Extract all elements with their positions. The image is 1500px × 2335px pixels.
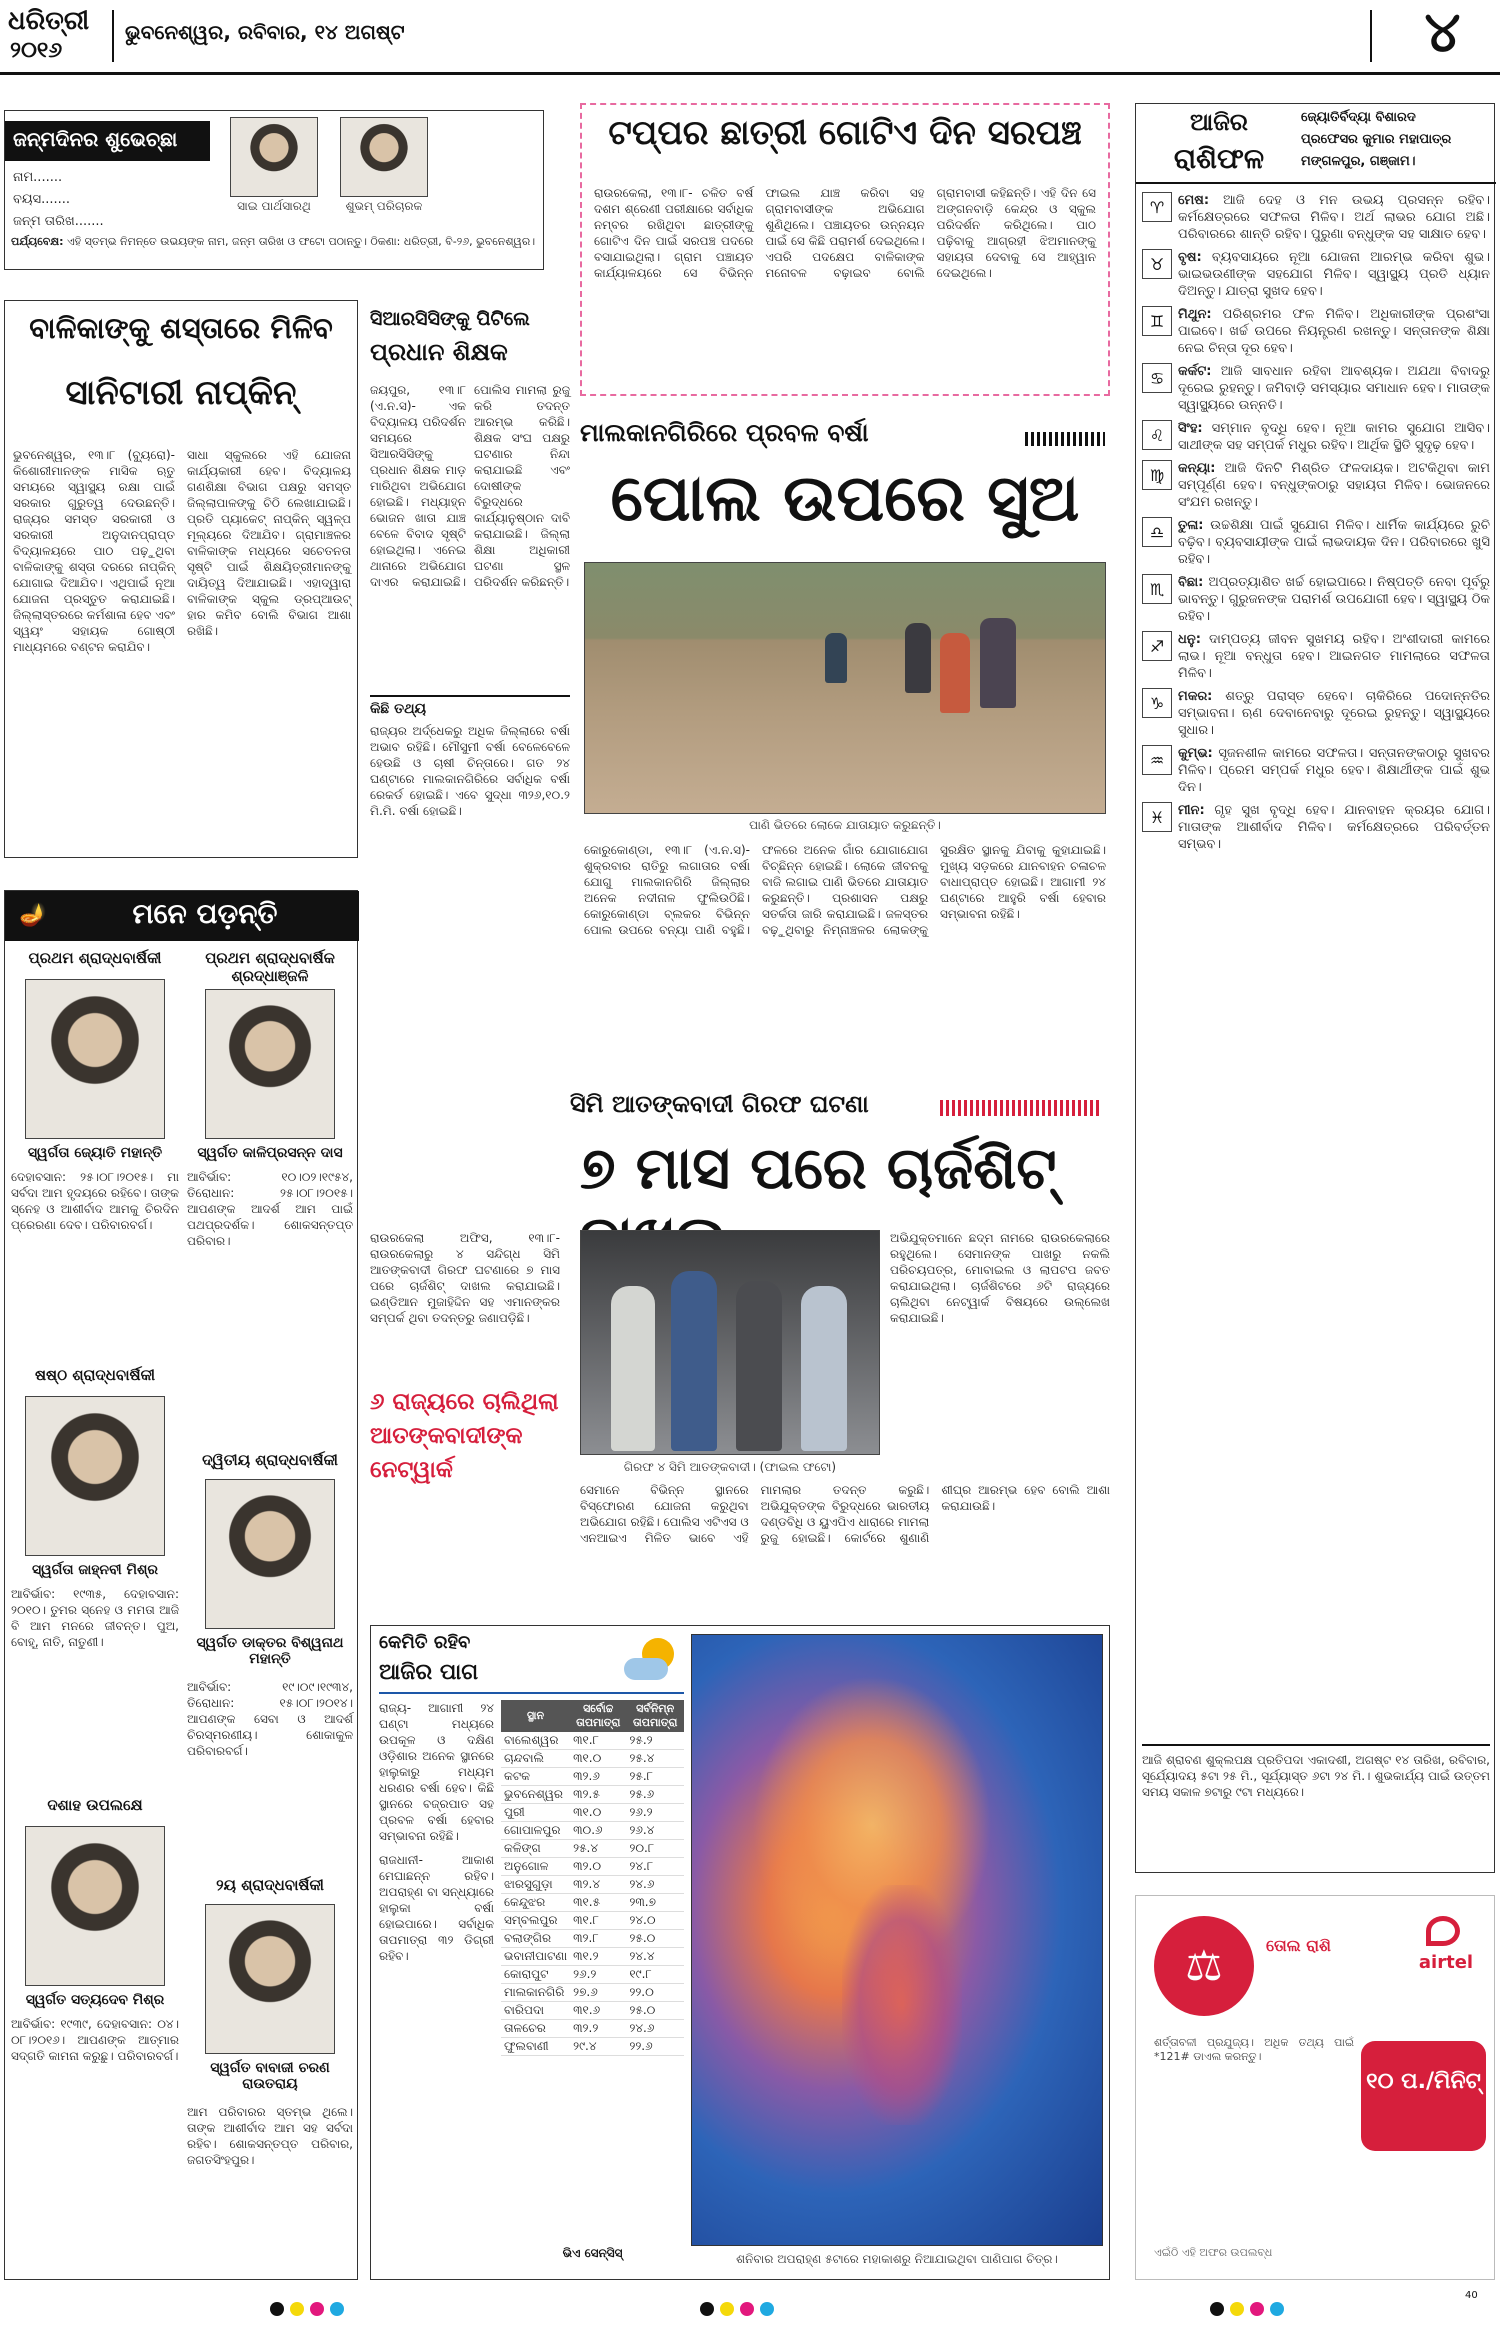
zodiac-icon: ♎: [1142, 517, 1172, 547]
horoscope-sign-name: କର୍କଟ:: [1178, 364, 1212, 379]
malkangiri-kicker: [580, 418, 1110, 458]
memorial-name-4: ସ୍ୱର୍ଗତ ଡାକ୍ତର ବିଶ୍ୱନାଥ ମହାନ୍ତି: [196, 1635, 344, 1667]
flood-photo: [584, 562, 1106, 814]
memorial-text-1: ଦେହାବସାନ: ୨୫।୦୮।୨୦୧୫। ମା ସର୍ବଦା ଆମ ହୃଦୟରେ ରହିବେ। ତାଙ୍କ ସ୍ନେହ ଓ ଆଶୀର୍ବାଦ ଆମକୁ ଚିରଦିନ ପ୍ରେରଣା ଦେବ। ପରିବାରବର୍ଗ।: [11, 1170, 179, 1232]
horoscope-title-2: ରାଶିଫଳ: [1173, 142, 1265, 175]
weather-place: ପୁରୀ: [501, 1804, 570, 1822]
weather-max: ୩୨.୬: [570, 1768, 626, 1786]
horoscope-sign-10: [1142, 688, 1490, 739]
birthday-box: [4, 110, 544, 270]
horoscope-sign-4: [1142, 363, 1490, 414]
sarpanch-story: [580, 103, 1110, 396]
teacher-body: ଜୟପୁର, ୧୩।୮ (ଏ.ନ.ସ)- ଏକ ବିଦ୍ୟାଳୟ ପରିଦର୍ଶନ ସମୟରେ ସିଆରସିସିଙ୍କୁ ପ୍ରଧାନ ଶିକ୍ଷକ ମାଡ଼ ମାରିଥିବା ଅଭିଯୋଗ ହୋଇଛି। ମଧ୍ୟାହ୍ନ ଭୋଜନ ଖାତା ଯାଞ୍ଚ ବେଳେ ବିବାଦ ସୃଷ୍ଟି ହୋଇଥିଲା। ଏନେଇ ଥାନାରେ ଅଭିଯୋଗ ଦାଏର କରାଯାଇଛି। ପୋଲିସ ମାମଲା ରୁଜୁ କରି ତଦନ୍ତ ଆରମ୍ଭ କରିଛି। ଶିକ୍ଷକ ସଂଘ ପକ୍ଷରୁ ଘଟଣାର ନିନ୍ଦା କରାଯାଇଛି ଏବଂ ଦୋଷୀଙ୍କ ବିରୁଦ୍ଧରେ କାର୍ଯ୍ୟାନୁଷ୍ଠାନ ଦାବି କରାଯାଇଛି। ଜିଲ୍ଲା ଶିକ୍ଷା ଅଧିକାରୀ ଘଟଣା ସ୍ଥଳ ପରିଦର୍ଶନ କରିଛନ୍ତି।: [370, 383, 570, 589]
horoscope-author-1: ଜ୍ୟୋତିର୍ବିଦ୍ୟା ବିଶାରଦ: [1301, 110, 1416, 125]
horoscope-sign-3: [1142, 306, 1490, 357]
malkangiri-headline: ପୋଲ ଉପରେ ସୁଅ: [610, 462, 1080, 536]
horoscope-text: [1178, 631, 1490, 682]
memorial-item-3: [11, 1366, 179, 1786]
horoscope-sign-9: [1142, 631, 1490, 682]
weather-min: ୨୫.୬: [626, 1786, 684, 1804]
weather-row: [501, 1948, 684, 1966]
weather-max: ୩୧.୦: [570, 1750, 626, 1768]
weather-row: [501, 1876, 684, 1894]
memorial-photo-4: [205, 1479, 335, 1629]
weather-place: ସମ୍ବଲପୁର: [501, 1912, 570, 1930]
weather-state-forecast: ରାଜ୍ୟ- ଆଗାମୀ ୨୪ ଘଣ୍ଟା ମଧ୍ୟରେ ଉପକୂଳ ଓ ଦକ୍ଷିଣ ଓଡ଼ିଶାର ଅନେକ ସ୍ଥାନରେ ହାଲୁକାରୁ ମଧ୍ୟମ ଧରଣର ବର୍ଷା ହେବ। କିଛି ସ୍ଥାନରେ ବଜ୍ରପାତ ସହ ପ୍ରବଳ ବର୍ଷା ହେବାର ସମ୍ଭାବନା ରହିଛି।: [379, 1701, 494, 1843]
memorial-text-3: ଆବିର୍ଭାବ: ୧୯୩୫, ଦେହାବସାନ: ୨୦୧୦। ତୁମର ସ୍ନେହ ଓ ମମତା ଆଜି ବି ଆମ ମନରେ ଜୀବନ୍ତ। ପୁଅ, ବୋହୂ, ନାତି, ନାତୁଣୀ।: [11, 1587, 179, 1649]
horoscope-sign-5: [1142, 420, 1490, 454]
memorial-item-2: [187, 949, 353, 1359]
horoscope-sign-11: [1142, 745, 1490, 796]
horoscope-sign-body: ଦାମ୍ପତ୍ୟ ଜୀବନ ସୁଖମୟ ରହିବ। ଅଂଶୀଦାରୀ କାମରେ ଲାଭ। ନୂଆ ବନ୍ଧୁତା ହେବ। ଆଇନଗତ ମାମଲାରେ ସଫଳତା ମିଳିବ।: [1178, 632, 1490, 681]
zodiac-icon: ♌: [1142, 420, 1172, 450]
weather-map-caption: ଶନିବାର ଅପରାହ୍ଣ ୫ଟାରେ ମହାକାଶରୁ ନିଆଯାଇଥିବା ପାଣିପାଗ ଚିତ୍ର।: [736, 2252, 1058, 2266]
weather-max: ୩୧.୮: [570, 1732, 626, 1750]
weather-min: ୨୪.୬: [626, 2020, 684, 2038]
sarpanch-headline: ଟପ୍ପର ଛାତ୍ରୀ ଗୋଟିଏ ଦିନ ସରପଞ୍ଚ: [608, 113, 1082, 153]
horoscope-text: [1178, 802, 1490, 853]
weather-min: ୨୬.୨: [626, 1804, 684, 1822]
col-min: ସର୍ବନିମ୍ନ ତାପମାତ୍ରା: [626, 1700, 684, 1732]
horoscope-sign-body: ବ୍ୟବସାୟରେ ନୂଆ ଯୋଜନା ଆରମ୍ଭ କରିବା ଶୁଭ। ଭାଇଭଉଣୀଙ୍କ ସହଯୋଗ ମିଳିବ। ସ୍ୱାସ୍ଥ୍ୟ ପ୍ରତି ଧ୍ୟାନ ଦିଅନ୍ତୁ। ଯାତ୍ରା ସୁଖଦ ହେବ।: [1178, 250, 1490, 299]
weather-min: ୧୯.୮: [626, 1966, 684, 1984]
weather-min: ୨୨.୦: [626, 1984, 684, 2002]
zodiac-icon: ♉: [1142, 249, 1172, 279]
weather-max: ୩୧.୬: [570, 2002, 626, 2020]
memorial-text-2: ଆବିର୍ଭାବ: ୧୦।୦୨।୧୯୫୪, ତିରୋଧାନ: ୨୫।୦୮।୨୦୧୫। ଆପଣଙ୍କ ଆଦର୍ଶ ଆମ ପାଇଁ ପଥପ୍ରଦର୍ଶକ। ଶୋକସନ୍ତପ୍ତ ପରିବାର।: [187, 1170, 353, 1248]
footer: [0, 2290, 1500, 2335]
horoscope-sign-body: ଗୃହ ସୁଖ ବୃଦ୍ଧି ହେବ। ଯାନବାହନ କ୍ରୟର ଯୋଗ। ମାତାଙ୍କ ଆଶୀର୍ବାଦ ମିଳିବ। କର୍ମକ୍ଷେତ୍ରରେ ପରିବର୍ତ୍ତନ ସମ୍ଭବ।: [1178, 803, 1490, 852]
horoscope-text: [1178, 460, 1490, 511]
satellite-map: [691, 1634, 1103, 2246]
weather-min: ୨୪.୦: [626, 1912, 684, 1930]
memorial-section: [4, 890, 358, 2280]
memorial-photo-3: [25, 1396, 165, 1556]
panchang: ଆଜି ଶ୍ରାବଣ ଶୁକ୍ଲପକ୍ଷ ପ୍ରତିପଦା ଏକାଦଶୀ, ଅଗଷ୍ଟ ୧୪ ତାରିଖ, ରବିବାର, ସୂର୍ଯ୍ୟୋଦୟ ୫ଟା ୨୫ ମି., ସୂର୍ଯ୍ୟାସ୍ତ ୬ଟା ୨୪ ମି.। ଶୁଭକାର୍ଯ୍ୟ ପାଇଁ ଉତ୍ତମ ସମୟ ସକାଳ ୭ଟାରୁ ୯ଟା ମଧ୍ୟରେ।: [1142, 1744, 1490, 1869]
horoscope-sign-body: ଅପ୍ରତ୍ୟାଶିତ ଖର୍ଚ୍ଚ ହୋଇପାରେ। ନିଷ୍ପତ୍ତି ନେବା ପୂର୍ବରୁ ଭାବନ୍ତୁ। ଗୁରୁଜନଙ୍କ ପରାମର୍ଶ ଉପଯୋଗୀ ହେବ। ସ୍ୱାସ୍ଥ୍ୟ ଠିକ ରହିବ।: [1178, 575, 1490, 624]
memorial-item-5: [11, 1796, 179, 2271]
weather-row: [501, 1858, 684, 1876]
dateline: ଭୁବନେଶ୍ୱର, ରବିବାର, ୧୪ ଅଗଷ୍ଟ: [125, 20, 405, 44]
weather-place: ବାରିପଦା: [501, 2002, 570, 2020]
weather-row: [501, 1804, 684, 1822]
horoscope-signs: [1142, 192, 1490, 1737]
simi-kicker-stripes: [940, 1100, 1100, 1116]
weather-place: ଗୋପାଳପୁର: [501, 1822, 570, 1840]
airtel-ad: [1135, 1895, 1495, 2280]
horoscope-text: [1178, 688, 1490, 739]
child-photo-1: [230, 117, 318, 197]
horoscope-sign-name: ମେଷ:: [1178, 193, 1210, 208]
horoscope-text: [1178, 574, 1490, 625]
weather-row: [501, 2038, 684, 2056]
memorial-photo-6: [205, 1904, 335, 2054]
weather-min: ୨୨.୬: [626, 2038, 684, 2056]
horoscope-section: [1135, 103, 1495, 1873]
memorial-name-5: ସ୍ୱର୍ଗତ ସତ୍ୟଦେବ ମିଶ୍ର: [25, 1992, 165, 2008]
zodiac-icon: ♊: [1142, 306, 1172, 336]
facts-box: [370, 695, 570, 860]
weather-row: [501, 2020, 684, 2038]
horoscope-author-2: ପ୍ରଫେସର କୁମାର ମହାପାତ୍ର: [1301, 132, 1452, 147]
horoscope-sign-6: [1142, 460, 1490, 511]
weather-place: ମାଲକାନଗିରି: [501, 1984, 570, 2002]
memorial-name-6: ସ୍ୱର୍ଗତ ବାବାଜୀ ଚରଣ ରାଉତରାୟ: [210, 2060, 330, 2092]
weather-title-1: କେମିତି ରହିବ: [379, 1632, 471, 1653]
simi-subhead: ୬ ରାଜ୍ୟରେ ଚାଲିଥିଲା ଆତଙ୍କବାଦୀଙ୍କ ନେଟ୍‌ୱାର୍କ: [370, 1389, 559, 1483]
weather-max: ୩୧.୨: [570, 1948, 626, 1966]
weather-row: [501, 1750, 684, 1768]
weather-place: କେନ୍ଦୁଝର: [501, 1894, 570, 1912]
ad-offer: ୧୦ ପ./ମିନିଟ୍: [1366, 2069, 1481, 2094]
flood-caption: ପାଣି ଭିତରେ ଲୋକେ ଯାତାୟାତ କରୁଛନ୍ତି।: [749, 818, 941, 832]
teacher-story: [370, 300, 570, 860]
horoscope-text: [1178, 517, 1490, 568]
zodiac-icon: ♐: [1142, 631, 1172, 661]
ad-fine: ଶର୍ତ୍ତାବଳୀ ପ୍ରଯୁଜ୍ୟ। ଅଧିକ ତଥ୍ୟ ପାଇଁ *121# ଡାଏଲ କରନ୍ତୁ।: [1154, 2036, 1354, 2063]
weather-max: ୩୧.୫: [570, 1894, 626, 1912]
zodiac-icon: ♏: [1142, 574, 1172, 604]
memorial-photo-2: [205, 989, 335, 1139]
weather-min: ୨୫.୦: [626, 2002, 684, 2020]
weather-max: ୩୧.୦: [570, 1804, 626, 1822]
zodiac-icon: ♒: [1142, 745, 1172, 775]
col-max: ସର୍ବୋଚ୍ଚ ତାପମାତ୍ରା: [570, 1700, 626, 1732]
zodiac-icon: ♑: [1142, 688, 1172, 718]
memorial-item-6: [187, 1876, 353, 2271]
weather-title-box: [379, 1632, 684, 1694]
weather-max: ୨୫.୪: [570, 1840, 626, 1858]
horoscope-sign-body: ସମ୍ମାନ ବୃଦ୍ଧି ହେବ। ନୂଆ କାମର ସୁଯୋଗ ଆସିବ। ସାଥୀଙ୍କ ସହ ସମ୍ପର୍କ ମଧୁର ରହିବ। ଆର୍ଥିକ ସ୍ଥିତି ସୁଦୃଢ଼ ହେବ।: [1178, 421, 1491, 453]
simi-caption: ଗିରଫ ୪ ସିମି ଆତଙ୍କବାଦୀ। (ଫାଇଲ ଫଟୋ): [623, 1460, 837, 1474]
sarpanch-body: ରାଉରକେଲା, ୧୩।୮- ଚଳିତ ବର୍ଷ ଦଶମ ଶ୍ରେଣୀ ପରୀକ୍ଷାରେ ସର୍ବାଧିକ ନମ୍ବର ରଖିଥିବା ଛାତ୍ରୀଙ୍କୁ ଗୋଟିଏ ଦିନ ପାଇଁ ସରପଞ୍ଚ ପଦରେ ବସାଯାଇଥିଲା। ଗ୍ରାମ ପଞ୍ଚାୟତ କାର୍ଯ୍ୟାଳୟରେ ସେ ବିଭିନ୍ନ ଫାଇଲ ଯାଞ୍ଚ କରିବା ସହ ଗ୍ରାମବାସୀଙ୍କ ଅଭିଯୋଗ ଶୁଣିଥିଲେ। ପଞ୍ଚାୟତର ଉନ୍ନୟନ ପାଇଁ ସେ କିଛି ପରାମର୍ଶ ଦେଇଥିଲେ। ଏପରି ପଦକ୍ଷେପ ବାଳିକାଙ୍କ ମନୋବଳ ବଢ଼ାଇବ ବୋଲି ଗ୍ରାମବାସୀ କହିଛନ୍ତି। ଏହି ଦିନ ସେ ଅଙ୍ଗନବାଡ଼ି କେନ୍ଦ୍ର ଓ ସ୍କୁଲ ପରିଦର୍ଶନ କରିଥିଲେ। ପାଠ ପଢ଼ିବାକୁ ଆଗ୍ରହୀ ଝିଅମାନଙ୍କୁ ସହାୟତା ଦେବାକୁ ସେ ଆହ୍ୱାନ ଦେଇଥିଲେ।: [594, 186, 1096, 280]
ad-sub: ତୋଲ ରାଶି: [1266, 1936, 1331, 1955]
page-number: ୪: [1424, 0, 1461, 65]
horoscope-sign-12: [1142, 802, 1490, 853]
weather-max: ୩୧.୮: [570, 1912, 626, 1930]
memorial-title: ମନେ ପଡ଼ନ୍ତି: [132, 897, 278, 930]
zodiac-icon: ♍: [1142, 460, 1172, 490]
weather-max: ୩୨.୫: [570, 1786, 626, 1804]
simi-body-right: ଅଭିଯୁକ୍ତମାନେ ଛଦ୍ମ ନାମରେ ରାଉରକେଲାରେ ରହୁଥିଲେ। ସେମାନଙ୍କ ପାଖରୁ ନକଲି ପରିଚୟପତ୍ର, ମୋବାଇଲ ଓ ଲାପଟପ ଜବତ କରାଯାଇଥିଲା। ଚାର୍ଜଶିଟରେ ୬ଟି ରାଜ୍ୟରେ ଚାଲିଥିବା ନେଟ୍‌ୱାର୍କ ବିଷୟରେ ଉଲ୍ଲେଖ କରାଯାଇଛି।: [890, 1231, 1110, 1325]
horoscope-sign-1: [1142, 192, 1490, 243]
horoscope-sign-body: ଆଜି ସାବଧାନ ରହିବା ଆବଶ୍ୟକ। ଅଯଥା ବିବାଦରୁ ଦୂରେଇ ରୁହନ୍ତୁ। ଜମିବାଡ଼ି ସମସ୍ୟାର ସମାଧାନ ହେବ। ମାତାଙ୍କ ସ୍ୱାସ୍ଥ୍ୟରେ ଉନ୍ନତି।: [1178, 364, 1490, 413]
weather-place: ଅନୁଗୋଳ: [501, 1858, 570, 1876]
weather-row: [501, 1786, 684, 1804]
weather-min: ୨୪.୪: [626, 1948, 684, 1966]
weather-row: [501, 1966, 684, 1984]
child-name-2: ଶୁଭମ୍ ପରିଚାରକ: [345, 199, 423, 213]
memorial-tag-4: ଦ୍ୱିତୀୟ ଶ୍ରାଦ୍ଧବାର୍ଷିକୀ: [202, 1451, 338, 1469]
napkin-headline-1: ବାଳିକାଙ୍କୁ ଶସ୍ତାରେ ମିଳିବ: [29, 311, 333, 345]
footer-page-ref: 40: [1465, 2290, 1478, 2301]
birthday-note-text: ଏହି ସ୍ତମ୍ଭ ନିମନ୍ତେ ଉଭୟଙ୍କ ନାମ, ଜନ୍ମ ତାରିଖ ଓ ଫଟୋ ପଠାନ୍ତୁ। ଠିକଣା: ଧରିତ୍ରୀ, ବି-୨୬, ଭୁବନେଶ୍ୱର।: [67, 235, 536, 248]
weather-max: ୩୦.୬: [570, 1822, 626, 1840]
weather-row: [501, 1912, 684, 1930]
birthday-field-age: ବୟସ.......: [13, 192, 70, 207]
memorial-photo-5: [25, 1826, 165, 1986]
horoscope-author-3: ମଙ୍ଗଳପୁର, ଗଞ୍ଜାମ।: [1301, 154, 1416, 169]
horoscope-text: [1178, 192, 1490, 243]
airtel-logo: [1406, 1916, 1486, 1976]
weather-intro: [379, 1700, 494, 2270]
memorial-name-3: ସ୍ୱର୍ଗତା ଜାହ୍ନବୀ ମିଶ୍ର: [31, 1562, 159, 1578]
horoscope-sign-body: ଉଚ୍ଚଶିକ୍ଷା ପାଇଁ ସୁଯୋଗ ମିଳିବ। ଧାର୍ମିକ କାର୍ଯ୍ୟରେ ରୁଚି ବଢ଼ିବ। ବ୍ୟବସାୟୀଙ୍କ ପାଇଁ ଲାଭଦାୟକ ଦିନ। ପରିବାରରେ ଖୁସି ରହିବ।: [1178, 518, 1490, 567]
memorial-name-2: ସ୍ୱର୍ଗତ କାଳିପ୍ରସନ୍ନ ଦାସ: [197, 1145, 343, 1161]
weather-max: ୩୨.୮: [570, 1930, 626, 1948]
simi-body-bottom: ସେମାନେ ବିଭିନ୍ନ ସ୍ଥାନରେ ବିସ୍ଫୋରଣ ଯୋଜନା କରୁଥିବା ଅଭିଯୋଗ ରହିଛି। ପୋଲିସ ଏଟିଏସ ଓ ଏନଆଇଏ ମିଳିତ ଭାବେ ଏହି ମାମଲାର ତଦନ୍ତ କରୁଛି। ଅଭିଯୁକ୍ତଙ୍କ ବିରୁଦ୍ଧରେ ଭାରତୀୟ ଦଣ୍ଡବିଧି ଓ ୟୁଏପିଏ ଧାରାରେ ମାମଲା ରୁଜୁ ହୋଇଛି। କୋର୍ଟରେ ଶୁଣାଣି ଶୀଘ୍ର ଆରମ୍ଭ ହେବ ବୋଲି ଆଶା କରାଯାଉଛି।: [580, 1483, 1110, 1545]
weather-capital-forecast: ରାଜଧାନୀ- ଆକାଶ ମେଘାଛନ୍ନ ରହିବ। ଅପରାହ୍ଣ ବା ସନ୍ଧ୍ୟାରେ ହାଲୁକା ବର୍ଷା ହୋଇପାରେ। ସର୍ବାଧିକ ତାପମାତ୍ରା ୩୨ ଡିଗ୍ରୀ ରହିବ।: [379, 1853, 494, 1963]
horoscope-sign-body: ଶତ୍ରୁ ପରାସ୍ତ ହେବେ। ଚାକିରିରେ ପଦୋନ୍ନତିର ସମ୍ଭାବନା। ଋଣ ଦେବାନେବାରୁ ଦୂରେଇ ରୁହନ୍ତୁ। ସ୍ୱାସ୍ଥ୍ୟରେ ସୁଧାର।: [1178, 689, 1490, 738]
memorial-photo-1: [25, 979, 165, 1139]
ad-fine-2: ଏଇଁଠି ଏହି ଅଫର ଉପଲବ୍ଧ: [1154, 2246, 1273, 2259]
horoscope-sign-2: [1142, 249, 1490, 300]
weather-place: ଚାନ୍ଦବାଲି: [501, 1750, 570, 1768]
weather-place: ଫୁଲବାଣୀ: [501, 2038, 570, 2056]
weather-place: କଳିଙ୍ଗ: [501, 1840, 570, 1858]
simi-headline: ୭ ମାସ ପରେ ଚାର୍ଜଶିଟ୍: [580, 1134, 1057, 1202]
weather-min: ୨୫.୦: [626, 1930, 684, 1948]
child-photo-2: [340, 117, 428, 197]
weather-row: [501, 1894, 684, 1912]
simi-photo: [580, 1230, 880, 1455]
simi-kicker: [570, 1090, 1110, 1128]
child-name-1: ସାଇ ପାର୍ଥସାରଥି: [237, 199, 311, 213]
ad-brand: airtel: [1418, 1952, 1474, 1973]
horoscope-sign-name: ବୃଷ:: [1178, 250, 1202, 265]
horoscope-text: [1178, 420, 1490, 454]
weather-place: କୋରାପୁଟ: [501, 1966, 570, 1984]
horoscope-sign-name: ମକର:: [1178, 689, 1213, 704]
weather-row: [501, 1930, 684, 1948]
birthday-note-title: ପର୍ଯ୍ୟବେକ୍ଷ:: [11, 235, 64, 248]
horoscope-sign-8: [1142, 574, 1490, 625]
weather-title-2: ଆଜିର ପାଗ: [379, 1660, 479, 1685]
weather-row: [501, 1822, 684, 1840]
masthead: [0, 0, 1500, 72]
weather-section: [370, 1625, 1110, 2280]
napkin-headline-2: ସାନିଟାରୀ ନାପ୍‌କିନ୍: [65, 373, 297, 413]
horoscope-sign-name: ଧନୁ:: [1178, 632, 1201, 647]
horoscope-sign-name: ସିଂହ:: [1178, 421, 1203, 436]
weather-min: ୨୦.୮: [626, 1840, 684, 1858]
teacher-headline-2: ପ୍ରଧାନ ଶିକ୍ଷକ: [370, 338, 508, 366]
memorial-name-1: ସ୍ୱର୍ଗତା ଜ୍ୟୋତି ମହାନ୍ତି: [27, 1145, 163, 1161]
weather-min: ୨୫.୨: [626, 1732, 684, 1750]
horoscope-header: [1136, 104, 1496, 184]
malkangiri-body: କୋରୁକୋଣ୍ଡା, ୧୩।୮ (ଏ.ନ.ସ)- ଶୁକ୍ରବାର ରାତିରୁ ଲଗାତାର ବର୍ଷା ଯୋଗୁ ମାଲକାନଗିରି ଜିଲ୍ଲାର ଅନେକ ନଦୀନାଳ ଫୁଲିଉଠିଛି। କୋରୁକୋଣ୍ଡା ବ୍ଲକର ବିଭିନ୍ନ ପୋଲ ଉପରେ ବନ୍ୟା ପାଣି ବହୁଛି। ଫଳରେ ଅନେକ ଗାଁର ଯୋଗାଯୋଗ ବିଚ୍ଛିନ୍ନ ହୋଇଛି। ଲୋକେ ଜୀବନକୁ ବାଜି ଲଗାଇ ପାଣି ଭିତରେ ଯାତାୟାତ କରୁଛନ୍ତି। ପ୍ରଶାସନ ପକ୍ଷରୁ ସତର୍କତା ଜାରି କରାଯାଇଛି। ଜଳସ୍ତର ବଢ଼ୁଥିବାରୁ ନିମ୍ନାଞ୍ଚଳର ଲୋକଙ୍କୁ ସୁରକ୍ଷିତ ସ୍ଥାନକୁ ଯିବାକୁ କୁହାଯାଇଛି। ମୁଖ୍ୟ ସଡ଼କରେ ଯାନବାହନ ଚଳାଚଳ ବାଧାପ୍ରାପ୍ତ ହୋଇଛି। ଆଗାମୀ ୨୪ ଘଣ୍ଟାରେ ଆହୁରି ବର୍ଷା ହେବାର ସମ୍ଭାବନା ରହିଛି।: [584, 843, 1106, 937]
birthday-note: [11, 235, 539, 269]
paper-name: ଧରିତ୍ରୀ: [8, 6, 90, 36]
lamp-icon: 🪔: [19, 903, 47, 928]
memorial-tag-1: ପ୍ରଥମ ଶ୍ରାଦ୍ଧବାର୍ଷିକୀ: [28, 949, 162, 967]
malkangiri-kicker-text: ମାଲକାନଗିରିରେ ପ୍ରବଳ ବର୍ଷା: [580, 418, 869, 447]
horoscope-text: [1178, 745, 1490, 796]
simi-kicker-text: ସିମି ଆତଙ୍କବାଦୀ ଗିରଫ ଘଟଣା: [570, 1090, 869, 1118]
horoscope-sign-name: କନ୍ୟା:: [1178, 461, 1216, 476]
memorial-text-6: ଆମ ପରିବାରର ସ୍ତମ୍ଭ ଥିଲେ। ତାଙ୍କ ଆଶୀର୍ବାଦ ଆମ ସହ ସର୍ବଦା ରହିବ। ଶୋକସନ୍ତପ୍ତ ପରିବାର, ଜଗତସିଂହପୁର।: [187, 2105, 353, 2167]
weather-max: ୨୬.୨: [570, 1966, 626, 1984]
weather-row: [501, 1840, 684, 1858]
kicker-stripes: [1025, 432, 1105, 446]
weather-place: ଭୁବନେଶ୍ୱର: [501, 1786, 570, 1804]
weather-map-credit: ଭିଏ ସେନ୍‌ସିସ୍: [562, 2246, 623, 2260]
horoscope-sign-name: ତୁଳା:: [1178, 518, 1204, 533]
horoscope-text: [1178, 306, 1490, 357]
weather-row: [501, 1732, 684, 1750]
weather-row: [501, 1768, 684, 1786]
horoscope-sign-body: ସୃଜନଶୀଳ କାମରେ ସଫଳତା। ସନ୍ତାନଙ୍କଠାରୁ ସୁଖବର ମିଳିବ। ପ୍ରେମ ସମ୍ପର୍କ ମଧୁର ହେବ। ଶିକ୍ଷାର୍ଥୀଙ୍କ ପାଇଁ ଶୁଭ ଦିନ।: [1178, 746, 1490, 795]
horoscope-sign-body: ପରିଶ୍ରମର ଫଳ ମିଳିବ। ଅଧିକାରୀଙ୍କ ପ୍ରଶଂସା ପାଇବେ। ଖର୍ଚ୍ଚ ଉପରେ ନିୟନ୍ତ୍ରଣ ରଖନ୍ତୁ। ସନ୍ତାନଙ୍କ ଶିକ୍ଷା ନେଇ ଚିନ୍ତା ଦୂର ହେବ।: [1178, 307, 1490, 356]
zodiac-icon: ♈: [1142, 192, 1172, 222]
memorial-tag-2: ପ୍ରଥମ ଶ୍ରାଦ୍ଧବାର୍ଷିକ ଶ୍ରଦ୍ଧାଞ୍ଜଳି: [205, 949, 335, 985]
weather-max: ୨୯.୪: [570, 2038, 626, 2056]
ad-red-circle: ⚖: [1154, 1916, 1254, 2016]
paper-year: ୨୦୧୬: [10, 38, 63, 63]
horoscope-sign-name: ମିଥୁନ:: [1178, 307, 1212, 322]
simi-body-left: ରାଉରକେଲା ଅଫିସ, ୧୩।୮- ରାଉରକେଲାରୁ ୪ ସନ୍ଦିଗ୍ଧ ସିମି ଆତଙ୍କବାଦୀ ଗିରଫ ଘଟଣାରେ ୭ ମାସ ପରେ ଚାର୍ଜଶିଟ୍ ଦାଖଲ କରାଯାଇଛି। ଇଣ୍ଡିଆନ ମୁଜାହିଦ୍ଦିନ ସହ ଏମାନଙ୍କର ସମ୍ପର୍କ ଥିବା ତଦନ୍ତରୁ ଜଣାପଡ଼ିଛି।: [370, 1231, 560, 1325]
weather-max: ୩୨.୪: [570, 1876, 626, 1894]
weather-min: ୨୬.୪: [626, 1822, 684, 1840]
simi-story: [370, 1090, 1110, 1610]
napkin-story: [4, 300, 358, 858]
horoscope-text: [1178, 249, 1490, 300]
horoscope-title-1: ଆଜିର: [1189, 108, 1248, 136]
memorial-header: [5, 891, 359, 941]
facts-title: କିଛି ତଥ୍ୟ: [370, 701, 427, 717]
napkin-body-left: ଭୁବନେଶ୍ୱର, ୧୩।୮ (ବ୍ୟୁରୋ)- କିଶୋରୀମାନଙ୍କ ମାସିକ ଋତୁ ସମୟରେ ସ୍ୱାସ୍ଥ୍ୟ ରକ୍ଷା ପାଇଁ ସରକାର ଗୁରୁତ୍ୱ ଦେଉଛନ୍ତି। ରାଜ୍ୟର ସମସ୍ତ ସରକାରୀ ଓ ସରକାରୀ ଅନୁଦାନପ୍ରାପ୍ତ ବିଦ୍ୟାଳୟରେ ପାଠ ପଢ଼ୁଥିବା ବାଳିକାଙ୍କୁ ଶସ୍ତା ଦରରେ ନାପ୍‌କିନ୍ ଯୋଗାଇ ଦିଆଯିବ। ଏଥିପାଇଁ ନୂଆ ଯୋଜନା ପ୍ରସ୍ତୁତ କରାଯାଇଛି। ଜିଲ୍ଲାସ୍ତରରେ କର୍ମଶାଳା ହେବ ଏବଂ ସ୍ୱୟଂ ସହାୟକ ଗୋଷ୍ଠୀ ମାଧ୍ୟମରେ ବଣ୍ଟନ କରାଯିବ।: [13, 448, 176, 654]
memorial-text-4: ଆବିର୍ଭାବ: ୧୯।୦୯।୧୯୩୪, ତିରୋଧାନ: ୧୫।୦୮।୨୦୧୪। ଆପଣଙ୍କ ସେବା ଓ ଆଦର୍ଶ ଚିରସ୍ମରଣୀୟ। ଶୋକାକୁଳ ପରିବାରବର୍ଗ।: [187, 1680, 353, 1758]
weather-min: ୨୩.୭: [626, 1894, 684, 1912]
zodiac-icon: ♓: [1142, 802, 1172, 832]
horoscope-sign-name: ମୀନ:: [1178, 803, 1205, 818]
weather-place: ବାଲେଶ୍ୱର: [501, 1732, 570, 1750]
horoscope-sign-body: ଆଜି ଦିନଟି ମିଶ୍ରିତ ଫଳଦାୟକ। ଅଟକିଥିବା କାମ ସମ୍ପୂର୍ଣ୍ଣ ହେବ। ବନ୍ଧୁଙ୍କଠାରୁ ସହାୟତା ମିଳିବ। ଭୋଜନରେ ସଂଯମ ରଖନ୍ତୁ।: [1178, 461, 1490, 510]
memorial-text-5: ଆବିର୍ଭାବ: ୧୯୩୯, ଦେହାବସାନ: ୦୪।୦୮।୨୦୧୬। ଆପଣଙ୍କ ଆତ୍ମାର ସଦ୍‌ଗତି କାମନା କରୁଛୁ। ପରିବାରବର୍ଗ।: [11, 2017, 179, 2063]
memorial-tag-3: ଷଷ୍ଠ ଶ୍ରାଦ୍ଧବାର୍ଷିକୀ: [34, 1366, 155, 1384]
horoscope-sign-7: [1142, 517, 1490, 568]
memorial-tag-5: ଦଶାହ ଉପଲକ୍ଷେ: [47, 1796, 143, 1814]
facts-body: ରାଜ୍ୟର ଅର୍ଦ୍ଧେକରୁ ଅଧିକ ଜିଲ୍ଲାରେ ବର୍ଷା ଅଭାବ ରହିଛି। ମୌସୁମୀ ବର୍ଷା ବେଳେବେଳେ ହେଉଛି ଓ ଚାଷୀ ଚିନ୍ତାରେ। ଗତ ୨୪ ଘଣ୍ଟାରେ ମାଲକାନଗିରିରେ ସର୍ବାଧିକ ବର୍ଷା ରେକର୍ଡ ହୋଇଛି। ଏବେ ସୁଦ୍ଧା ୩୨୬,୧୦.୨ ମି.ମି. ବର୍ଷା ହୋଇଛି।: [370, 724, 570, 818]
memorial-item-1: [11, 949, 179, 1359]
weather-max: ୩୨.୨: [570, 2020, 626, 2038]
weather-min: ୨୫.୮: [626, 1768, 684, 1786]
horoscope-text: [1178, 363, 1490, 414]
teacher-headline-1: ସିଆରସିସିଙ୍କୁ ପିଟିଲେ: [370, 308, 530, 330]
weather-place: ତାଳଚେର: [501, 2020, 570, 2038]
weather-place: ବଲାଙ୍ଗିର: [501, 1930, 570, 1948]
horoscope-sign-name: କୁମ୍ଭ:: [1178, 746, 1213, 761]
weather-place: କଟକ: [501, 1768, 570, 1786]
weather-min: ୨୫.୪: [626, 1750, 684, 1768]
col-place: ସ୍ଥାନ: [501, 1700, 570, 1732]
sun-cloud-icon: [624, 1638, 676, 1686]
weather-place: ଭବାନୀପାଟଣା: [501, 1948, 570, 1966]
ad-offer-box: [1361, 2041, 1486, 2151]
napkin-body-right: ସାଧା ସ୍କୁଲରେ ଏହି ଯୋଜନା କାର୍ଯ୍ୟକାରୀ ହେବ। ବିଦ୍ୟାଳୟ ଗଣଶିକ୍ଷା ବିଭାଗ ପକ୍ଷରୁ ସମସ୍ତ ଜିଲ୍ଲାପାଳଙ୍କୁ ଚିଠି ଲେଖାଯାଇଛି। ପ୍ରତି ପ୍ୟାକେଟ୍ ନାପ୍‌କିନ୍ ସ୍ୱଳ୍ପ ମୂଲ୍ୟରେ ଦିଆଯିବ। ଗ୍ରାମାଞ୍ଚଳର ବାଳିକାଙ୍କ ମଧ୍ୟରେ ସଚେତନତା ସୃଷ୍ଟି ପାଇଁ ଶିକ୍ଷୟିତ୍ରୀମାନଙ୍କୁ ଦାୟିତ୍ୱ ଦିଆଯାଇଛି। ଏହାଦ୍ୱାରା ବାଳିକାଙ୍କ ସ୍କୁଲ ଡ୍ରପ୍‌ଆଉଟ୍ ହାର କମିବ ବୋଲି ବିଭାଗ ଆଶା ରଖିଛି।: [187, 448, 351, 638]
horoscope-sign-body: ଆଜି ଦେହ ଓ ମନ ଉଭୟ ପ୍ରସନ୍ନ ରହିବ। କର୍ମକ୍ଷେତ୍ରରେ ସଫଳତା ମିଳିବ। ଅର୍ଥ ଲାଭର ଯୋଗ ଅଛି। ପରିବାରରେ ଶାନ୍ତି ରହିବ। ପୁରୁଣା ବନ୍ଧୁଙ୍କ ସହ ସାକ୍ଷାତ ହେବ।: [1178, 193, 1490, 242]
weather-max: ୩୨.୦: [570, 1858, 626, 1876]
zodiac-icon: ♋: [1142, 363, 1172, 393]
memorial-tag-6: ୨ୟ ଶ୍ରାଦ୍ଧବାର୍ଷିକୀ: [216, 1876, 324, 1894]
weather-max: ୨୭.୬: [570, 1984, 626, 2002]
weather-min: ୨୪.୮: [626, 1858, 684, 1876]
weather-table: [501, 1700, 684, 2270]
weather-row: [501, 2002, 684, 2020]
horoscope-sign-name: ବିଛା:: [1178, 575, 1204, 590]
weather-row: [501, 1984, 684, 2002]
birthday-title: ଜନ୍ମଦିନର ଶୁଭେଚ୍ଛା: [5, 121, 210, 161]
weather-place: ଝାରସୁଗୁଡ଼ା: [501, 1876, 570, 1894]
weather-min: ୨୪.୬: [626, 1876, 684, 1894]
malkangiri-story: [580, 410, 1110, 1075]
birthday-field-date: ଜନ୍ମ ତାରିଖ.......: [13, 214, 104, 229]
memorial-item-4: [187, 1451, 353, 1871]
birthday-field-name: ନାମ.......: [13, 170, 63, 185]
